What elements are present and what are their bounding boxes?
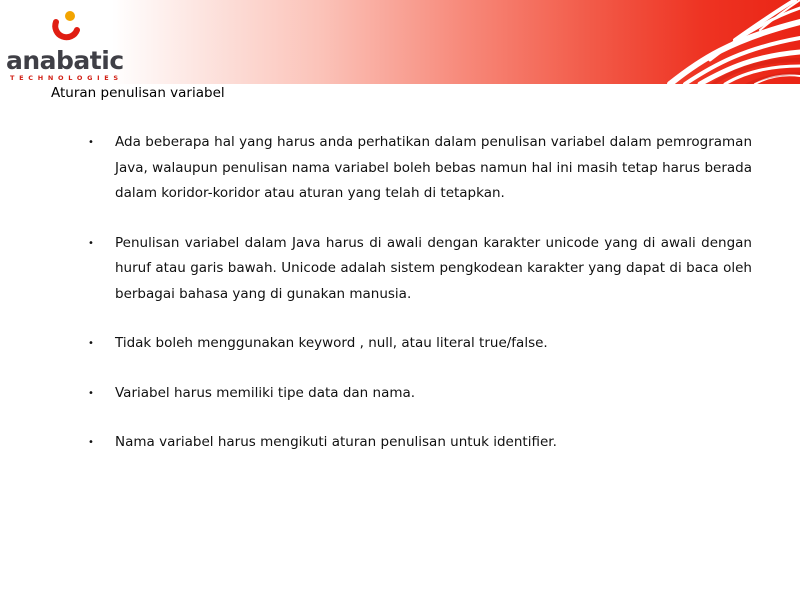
bullet-dot-icon: • bbox=[88, 437, 94, 448]
decorative-swoosh-icon bbox=[560, 0, 800, 84]
bullet-text: Variabel harus memiliki tipe data dan nama. bbox=[115, 384, 416, 401]
bullet-text: Ada beberapa hal yang harus anda perhatikan dalam penulisan variabel dalam pemrograman Java, walaupun penulisan nama variabel boleh bebas namun hal ini masih tetap harus berada dalam koridor-koridor atau aturan yang telah di tetapkan. bbox=[115, 134, 752, 201]
list-item bbox=[88, 130, 752, 207]
logo-wordmark: anabatic bbox=[6, 46, 124, 75]
list-item bbox=[88, 381, 752, 407]
bullet-list bbox=[88, 130, 752, 456]
anabatic-logo bbox=[6, 8, 126, 80]
slide-title: Aturan penulisan variabel bbox=[51, 85, 225, 101]
list-item bbox=[88, 331, 752, 357]
bullet-text: Penulisan variabel dalam Java harus di awali dengan karakter unicode yang di awali dengan huruf atau garis bawah. Unicode adalah sistem pengkodean karakter yang dapat di baca oleh berbagai bahasa yang di gunakan manusia. bbox=[115, 234, 752, 302]
bullet-dot-icon: • bbox=[88, 338, 94, 349]
slide-header bbox=[0, 0, 800, 84]
logo-tagline: TECHNOLOGIES bbox=[10, 74, 123, 82]
bullet-dot-icon: • bbox=[88, 237, 94, 249]
bullet-dot-icon: • bbox=[88, 137, 94, 148]
bullet-text: Nama variabel harus mengikuti aturan penulisan untuk identifier. bbox=[115, 434, 557, 450]
bullet-text: Tidak boleh menggunakan keyword , null, atau literal true/false. bbox=[115, 335, 548, 351]
list-item bbox=[88, 231, 752, 308]
bullet-dot-icon: • bbox=[88, 387, 94, 399]
list-item bbox=[88, 430, 752, 456]
logo-mark-icon bbox=[46, 10, 86, 50]
